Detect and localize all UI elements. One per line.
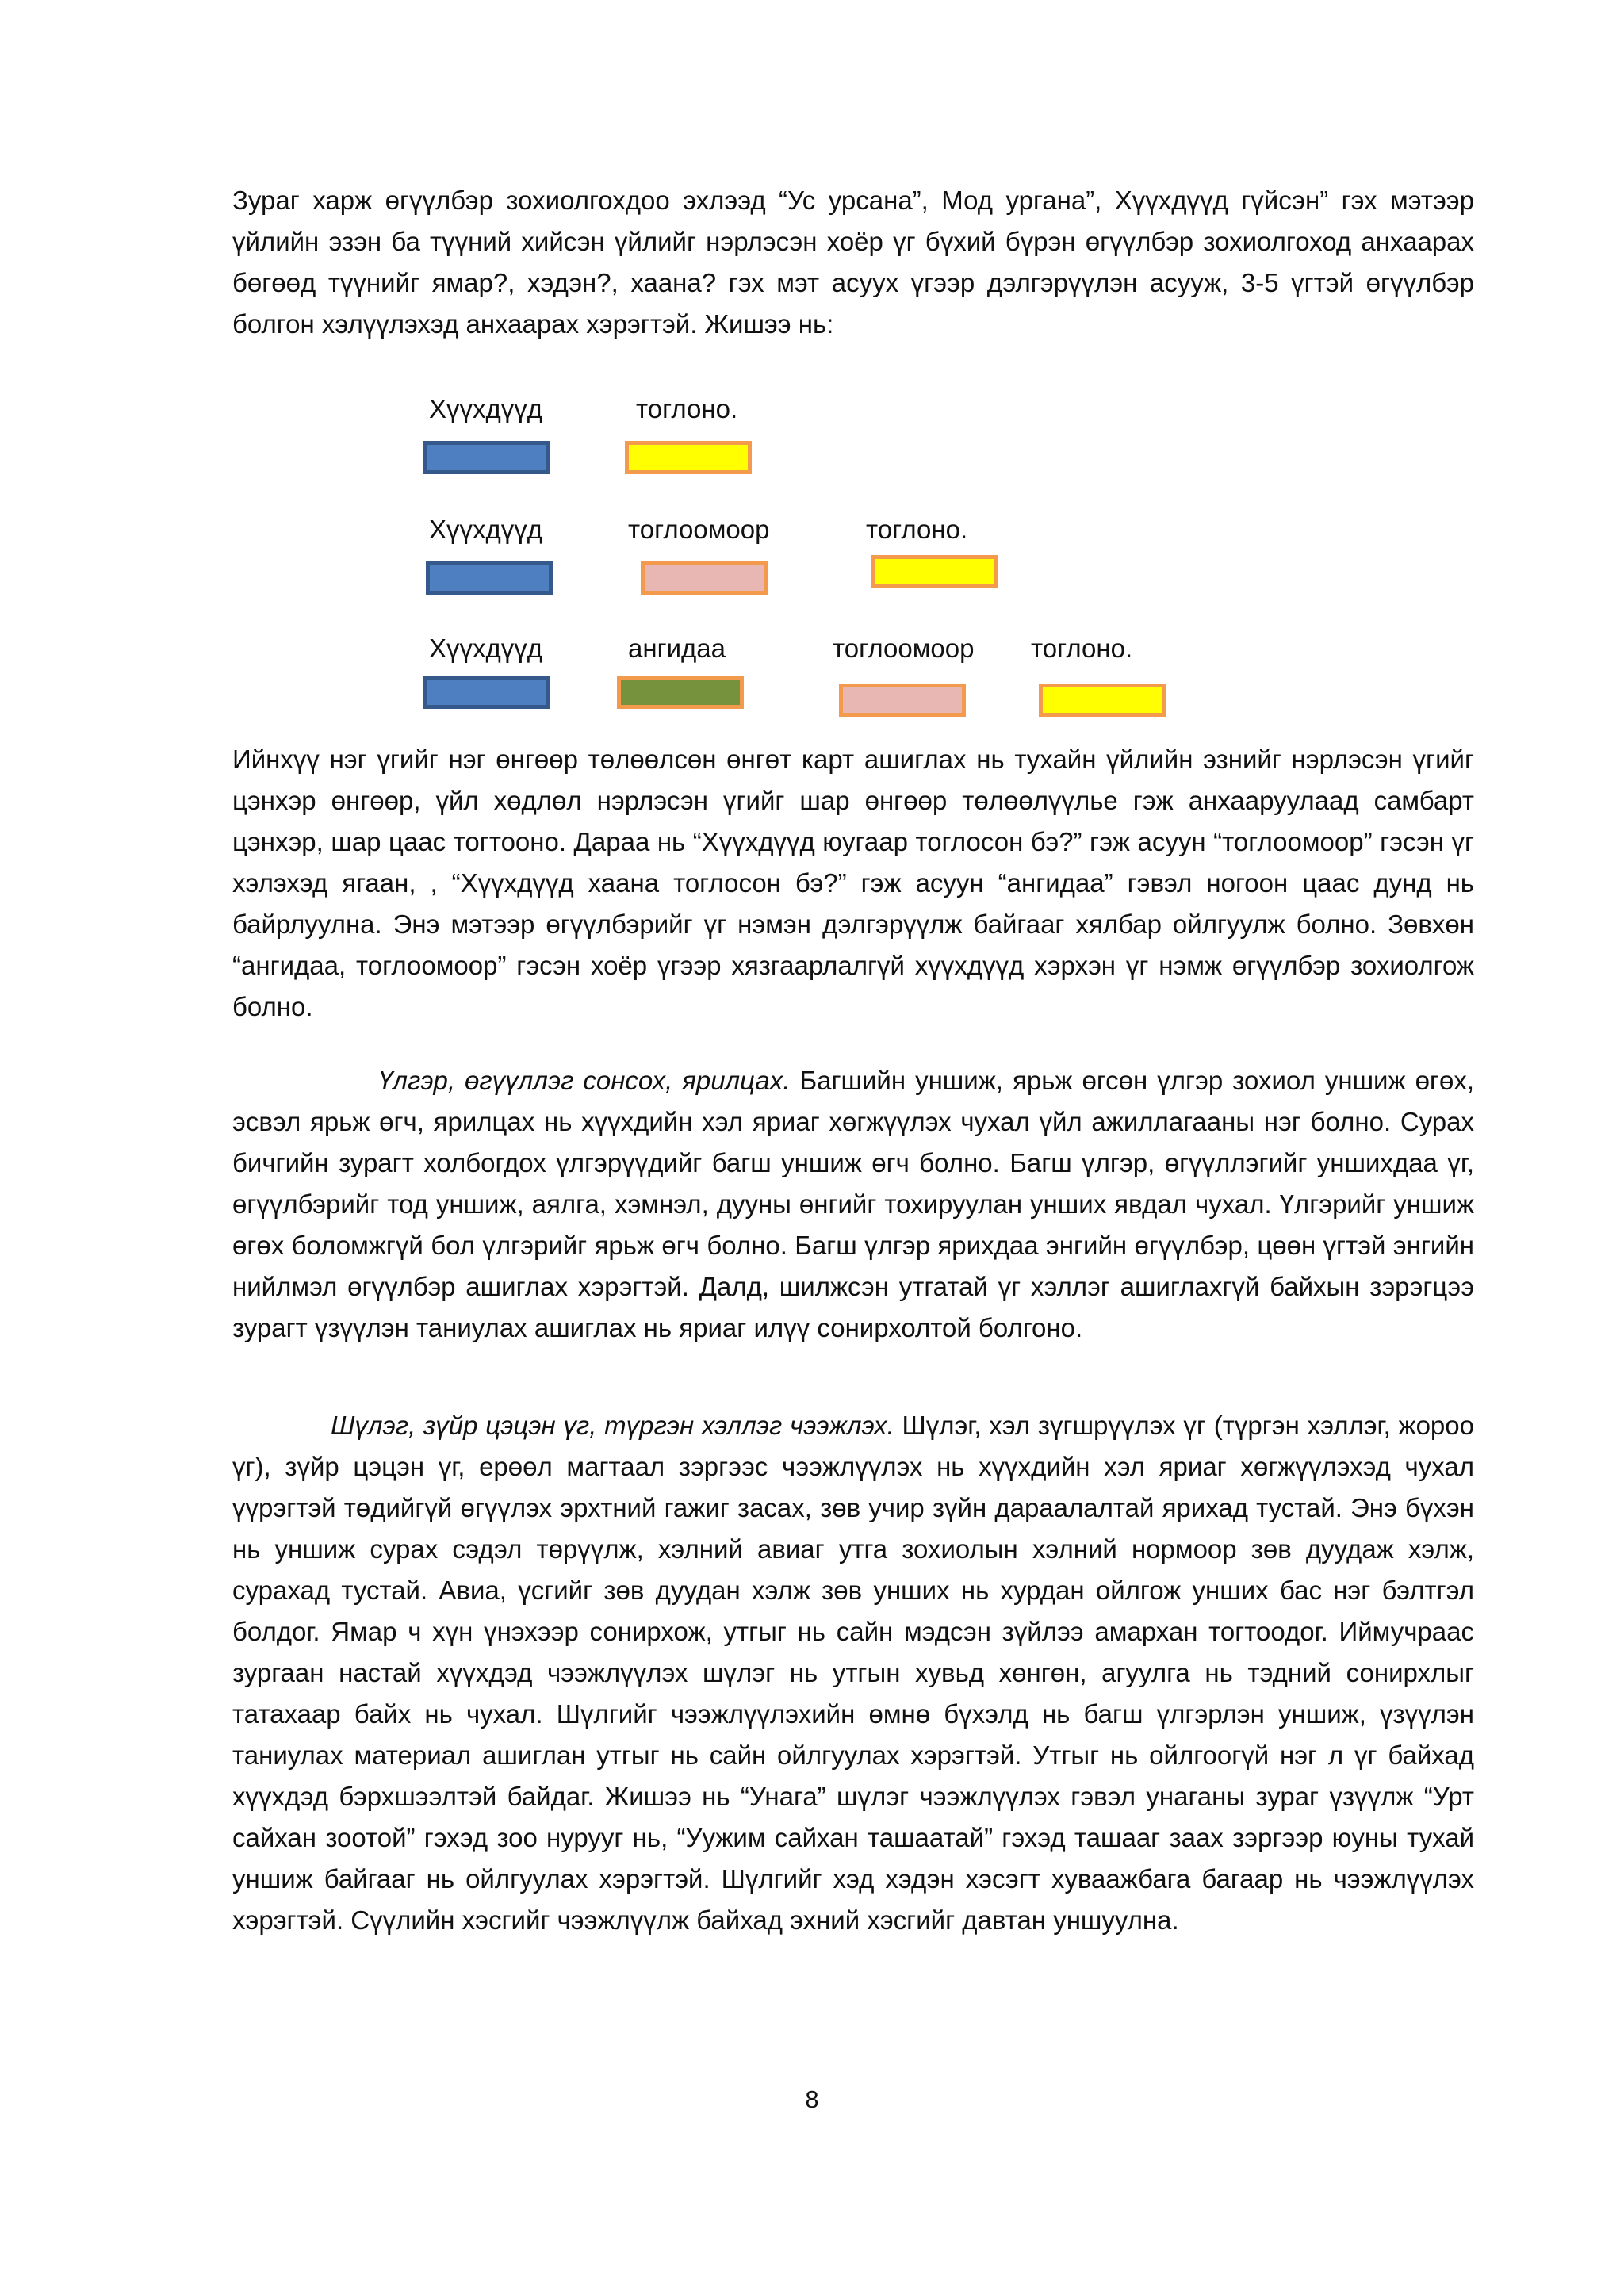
- row3-word-subject: Хүүхдүүд: [429, 634, 543, 663]
- row3-word-object: тоглоомоор: [833, 634, 975, 663]
- row1-word-subject: Хүүхдүүд: [429, 394, 543, 423]
- row1-word-action: тоглоно.: [636, 394, 738, 423]
- stories-paragraph: [232, 1060, 1474, 1349]
- row3-blue-card: [423, 676, 550, 709]
- row2-word-action: тоглоно.: [866, 515, 968, 544]
- intro-paragraph: Зураг харж өгүүлбэр зохиолгохдоо эхлээд “Ус урсана”, Мод ургана”, Хүүхдүүд гүйсэн” гэх мэтээр үйлийн эзэн ба түүний хийсэн үйлийг нэрлэсэн хоёр үг бүхий бүрэн өгүүлбэр зохиолгоход анхаарах бөгөөд түүнийг ямар?, хэдэн?, хаана? гэх мэт асуух үгээр дэлгэрүүлэн асууж, 3-5 үгтэй өгүүлбэр болгон хэлүүлэхэд анхаарах хэрэгтэй. Жишээ нь:: [232, 186, 1474, 339]
- row3-word-action: тоглоно.: [1031, 634, 1133, 663]
- poems-heading: Шүлэг, зүйр цэцэн үг, түргэн хэллэг чээжлэх.: [331, 1411, 894, 1440]
- row3-word-place: ангидаа: [628, 634, 726, 663]
- row2-word-object: тоглоомоор: [628, 515, 770, 544]
- row2-word-subject: Хүүхдүүд: [429, 515, 543, 544]
- color-card-paragraph: Ийнхүү нэг үгийг нэг өнгөөр төлөөлсөн өнгөт карт ашиглах нь тухайн үйлийн эзнийг нэрлэсэн үгийг цэнхэр өнгөөр, үйл хөдлөл нэрлэсэн үгийг шар өнгөөр төлөөлүүлье гэж анхааруулаад самбарт цэнхэр, шар цаас тогтооно. Дараа нь “Хүүхдүүд юугаар тоглосон бэ?” гэж асуун “тоглоомоор” гэсэн үг хэлэхэд ягаан, , “Хүүхдүүд хаана тоглосон бэ?” гэж асуун “ангидаа” гэвэл ногоон цаас дунд нь байрлуулна. Энэ мэтээр өгүүлбэрийг үг нэмэн дэлгэрүүлж байгааг хялбар ойлгуулж болно. Зөвхөн “ангидаа, тоглоомоор” гэсэн хоёр үгээр хязгаарлалгүй хүүхдүүд хэрхэн үг нэмж өгүүлбэр зохиолгож болно.: [232, 745, 1474, 1021]
- row1-yellow-card: [625, 441, 752, 474]
- row1-blue-card: [423, 441, 550, 474]
- row3-green-card: [617, 676, 744, 709]
- page-number: 8: [805, 2085, 819, 2113]
- row2-pink-card: [641, 561, 768, 595]
- row3-pink-card: [839, 684, 966, 717]
- poems-body: Шүлэг, хэл зүгшрүүлэх үг (түргэн хэллэг, жороо үг), зүйр цэцэн үг, ерөөл магтаал зэргээс чээжлүүлэх нь хүүхдийн хэл яриаг хөгжүүлэхэд чухал үүрэгтэй төдийгүй өгүүлэх эрхтний гажиг засах, зөв учир зүйн дараалалтай ярихад тустай. Энэ бүхэн нь уншиж сурах сэдэл төрүүлж, хэлний авиаг утга зохиолын хэлний нормоор зөв дуудаж хэлж, сурахад тустай. Авиа, үсгийг зөв дуудан хэлж зөв унших нь хурдан ойлгож унших бас нэг бэлтгэл болдог. Ямар ч хүн үнэхээр сонирхож, утгыг нь сайн мэдсэн зүйлээ амархан тогтоодог. Иймучраас зургаан настай хүүхдэд чээжлүүлэх шүлэг нь утгын хувьд хөнгөн, агуулга нь тэдний сонирхлыг татахаар байх нь чухал. Шүлгийг чээжлүүлэхийн өмнө бүхэлд нь багш үлгэрлэн уншиж, үзүүлэн таниулах материал ашиглан утгыг нь сайн ойлгуулах хэрэгтэй. Утгыг нь ойлгоогүй нэг л үг байхад хүүхдэд бэрхшээлтэй байдаг. Жишээ нь “Унага” шүлэг чээжлүүлэх гэвэл унаганы зураг үзүүлж “Урт сайхан зоотой” гэхэд зоо нурууг нь, “Уужим сайхан ташаатай” гэхэд ташааг заах зэргээр юуны тухай уншиж байгааг нь ойлгуулах хэрэгтэй. Шүлгийг хэд хэдэн хэсэгт хуваажбага багаар нь чээжлүүлэх хэрэгтэй. Сүүлийн хэсгийг чээжлүүлж байхад эхний хэсгийг давтан уншуулна.: [232, 1411, 1474, 1935]
- row2-blue-card: [426, 561, 553, 595]
- row2-yellow-card: [871, 555, 998, 588]
- row3-yellow-card: [1039, 684, 1166, 717]
- stories-body: Багшийн уншиж, ярьж өгсөн үлгэр зохиол уншиж өгөх, эсвэл ярьж өгч, ярилцах нь хүүхдийн хэл яриаг хөгжүүлэх чухал үйл ажиллагааны нэг болно. Сурах бичгийн зурагт холбогдох үлгэрүүдийг багш уншиж өгч болно. Багш үлгэр, өгүүллэгийг уншихдаа үг, өгүүлбэрийг тод уншиж, аялга, хэмнэл, дууны өнгийг тохируулан унших явдал чухал. Үлгэрийг уншиж өгөх боломжгүй бол үлгэрийг ярьж өгч болно. Багш үлгэр ярихдаа энгийн өгүүлбэр, цөөн үгтэй энгийн нийлмэл өгүүлбэр ашиглах хэрэгтэй. Далд, шилжсэн утгатай үг хэллэг ашиглахгүй байхын зэрэгцээ зурагт үзүүлэн таниулах ашиглах нь яриаг илүү сонирхолтой болгоно.: [232, 1066, 1474, 1342]
- stories-heading: Үлгэр, өгүүллэг сонсох, ярилцах.: [378, 1066, 791, 1095]
- poems-paragraph: [232, 1405, 1474, 1941]
